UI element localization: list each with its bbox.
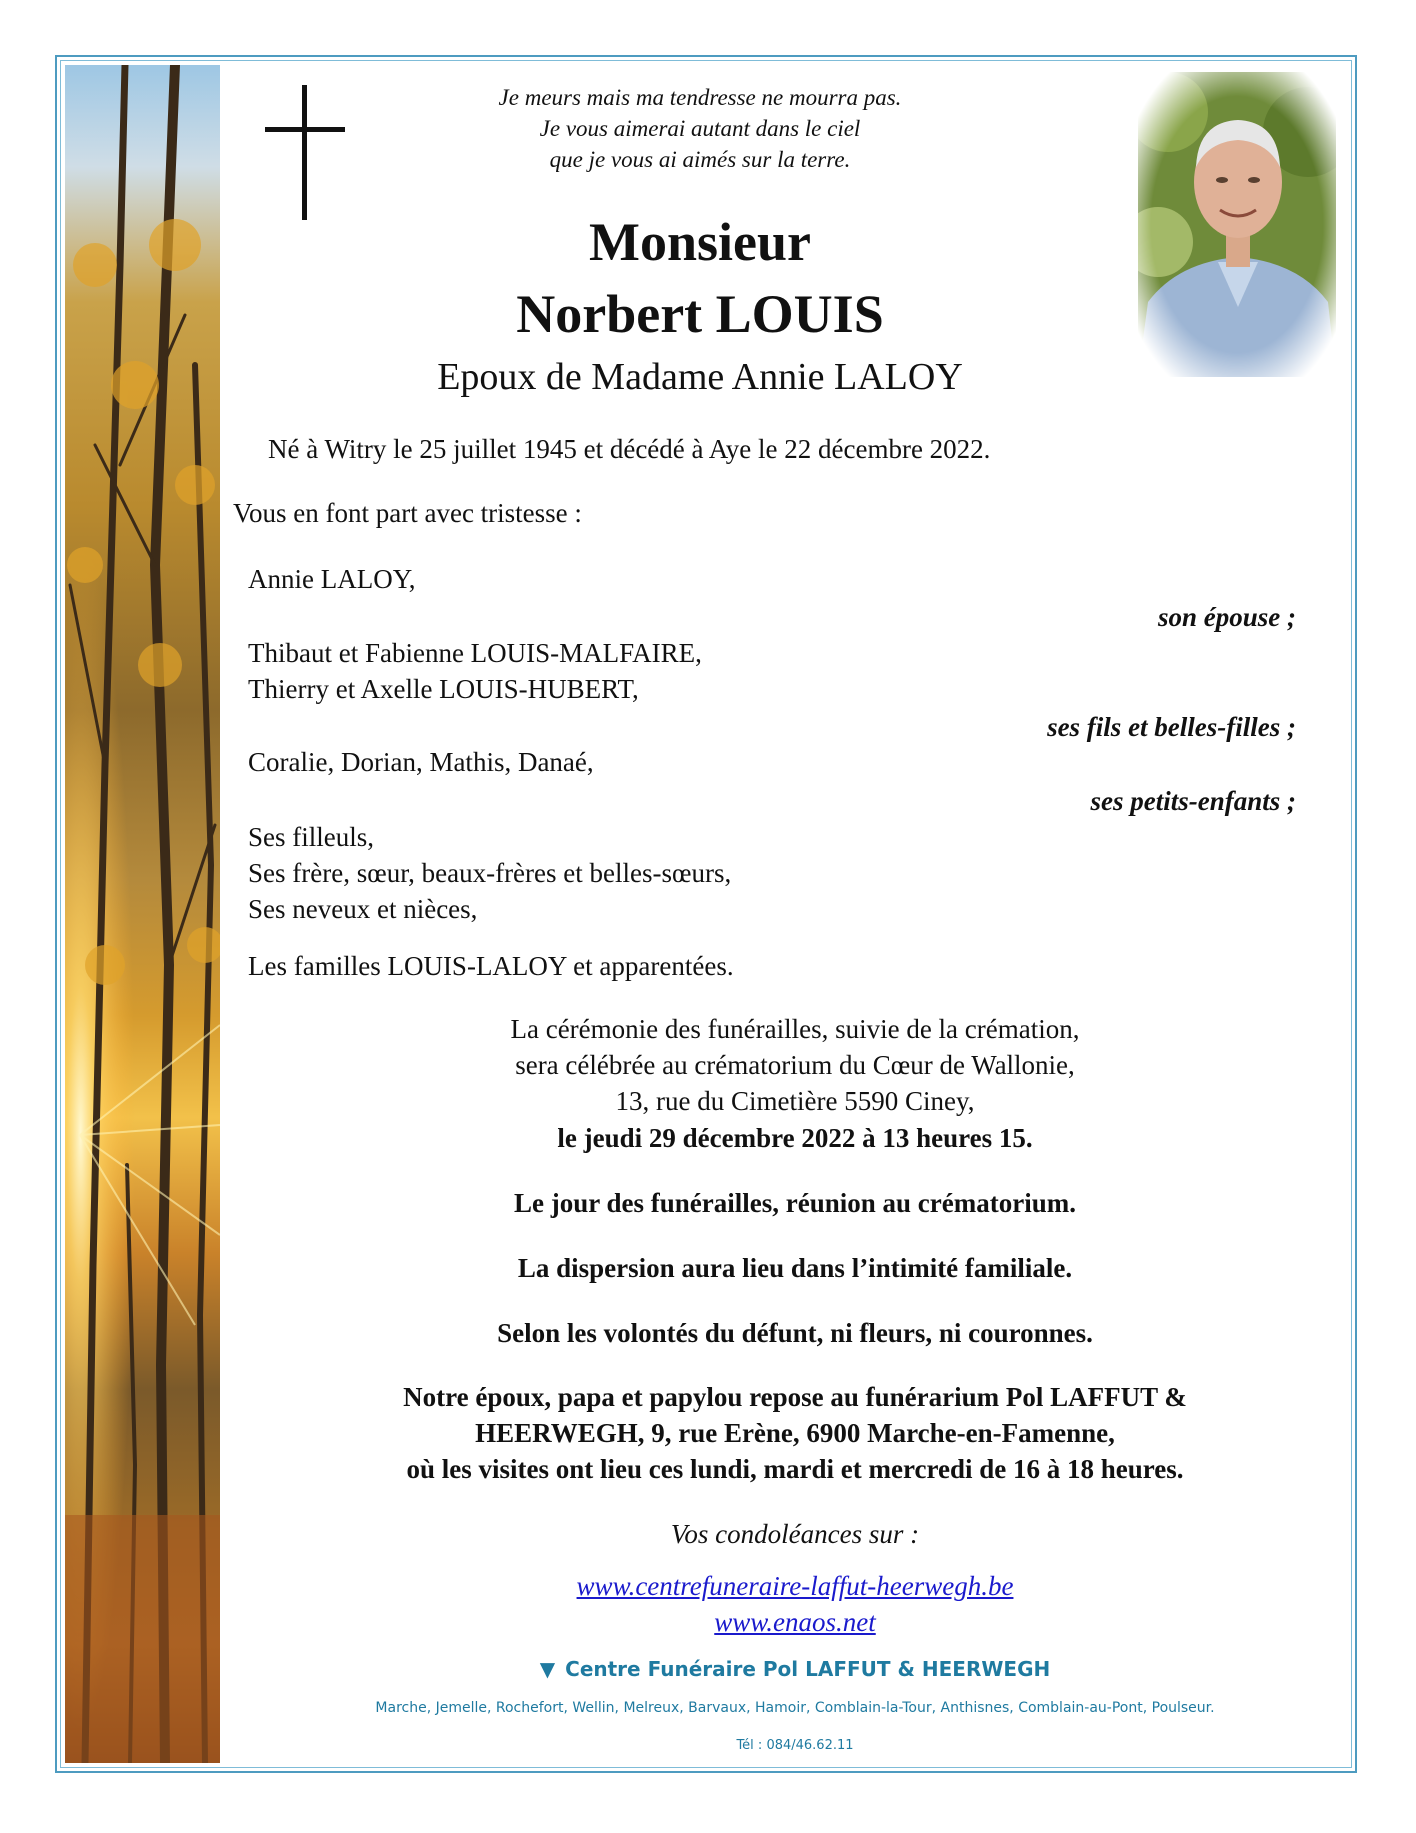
quote [380, 82, 1020, 175]
funeral-center-name [240, 1657, 1350, 1681]
family-relation: ses petits-enfants ; [1090, 786, 1296, 816]
deceased-title: Monsieur [589, 212, 811, 272]
quote-line: que je vous ai aimés sur la terre. [549, 147, 851, 172]
portrait-photo [1138, 72, 1336, 377]
triangle-down-icon: ▼ [539, 1657, 556, 1681]
family-line: Ses filleuls, [248, 822, 374, 852]
family-line: Ses neveux et nièces, [248, 894, 478, 924]
funeral-center-phone: Tél : 084/46.62.11 [736, 1738, 854, 1753]
cross-icon [265, 85, 345, 220]
autumn-forest-image [65, 65, 220, 1763]
family-line: Thibaut et Fabienne LOUIS-MALFAIRE, [248, 638, 702, 668]
notice-flowers: Selon les volontés du défunt, ni fleurs, ni couronnes. [497, 1318, 1093, 1348]
ceremony-line: La cérémonie des funérailles, suivie de la crémation, [510, 1014, 1080, 1044]
condolences-link-enaos[interactable]: www.enaos.net [714, 1607, 876, 1637]
family-relation: ses fils et belles-filles ; [1047, 712, 1296, 742]
condolences-label: Vos condoléances sur : [670, 1519, 920, 1549]
notice-dispersion: La dispersion aura lieu dans l’intimité familiale. [517, 1253, 1073, 1283]
family-line: Ses frère, sœur, beaux-frères et belles-sœurs, [248, 858, 732, 888]
quote-line: Je vous aimerai autant dans le ciel [539, 116, 861, 141]
notice-reunion: Le jour des funérailles, réunion au crématorium. [514, 1188, 1076, 1218]
family-line: Annie LALOY, [248, 564, 416, 594]
ceremony-line: sera célébrée au crématorium du Cœur de Wallonie, [515, 1050, 1075, 1080]
announcement-intro: Vous en font part avec tristesse : [233, 498, 582, 528]
condolences-link-laffut[interactable]: www.centrefuneraire-laffut-heerwegh.be [576, 1571, 1014, 1601]
ceremony-line: 13, rue du Cimetière 5590 Ciney, [615, 1086, 975, 1116]
family-relation: son épouse ; [1157, 602, 1296, 632]
notice-repose: Notre époux, papa et papylou repose au funérarium Pol LAFFUT & [403, 1382, 1187, 1412]
family-line: Coralie, Dorian, Mathis, Danaé, [248, 747, 594, 777]
quote-line: Je meurs mais ma tendresse ne mourra pas. [498, 85, 902, 110]
spouse-line: Epoux de Madame Annie LALOY [437, 356, 963, 398]
funeral-center-label: Centre Funéraire Pol LAFFUT & HEERWEGH [565, 1657, 1051, 1681]
ceremony-datetime: le jeudi 29 décembre 2022 à 13 heures 15. [557, 1123, 1033, 1153]
notice-repose: où les visites ont lieu ces lundi, mardi et mercredi de 16 à 18 heures. [406, 1454, 1184, 1484]
deceased-name: Norbert LOUIS [516, 284, 884, 344]
birth-death-line: Né à Witry le 25 juillet 1945 et décédé à Aye le 22 décembre 2022. [268, 434, 991, 464]
funeral-center-towns: Marche, Jemelle, Rochefort, Wellin, Melreux, Barvaux, Hamoir, Comblain-la-Tour, Anthisnes, Comblain-au-Pont, Poulseur. [375, 1700, 1215, 1716]
family-line: Thierry et Axelle LOUIS-HUBERT, [248, 674, 639, 704]
family-line: Les familles LOUIS-LALOY et apparentées. [248, 951, 734, 981]
notice-repose: HEERWEGH, 9, rue Erène, 6900 Marche-en-Famenne, [475, 1418, 1115, 1448]
